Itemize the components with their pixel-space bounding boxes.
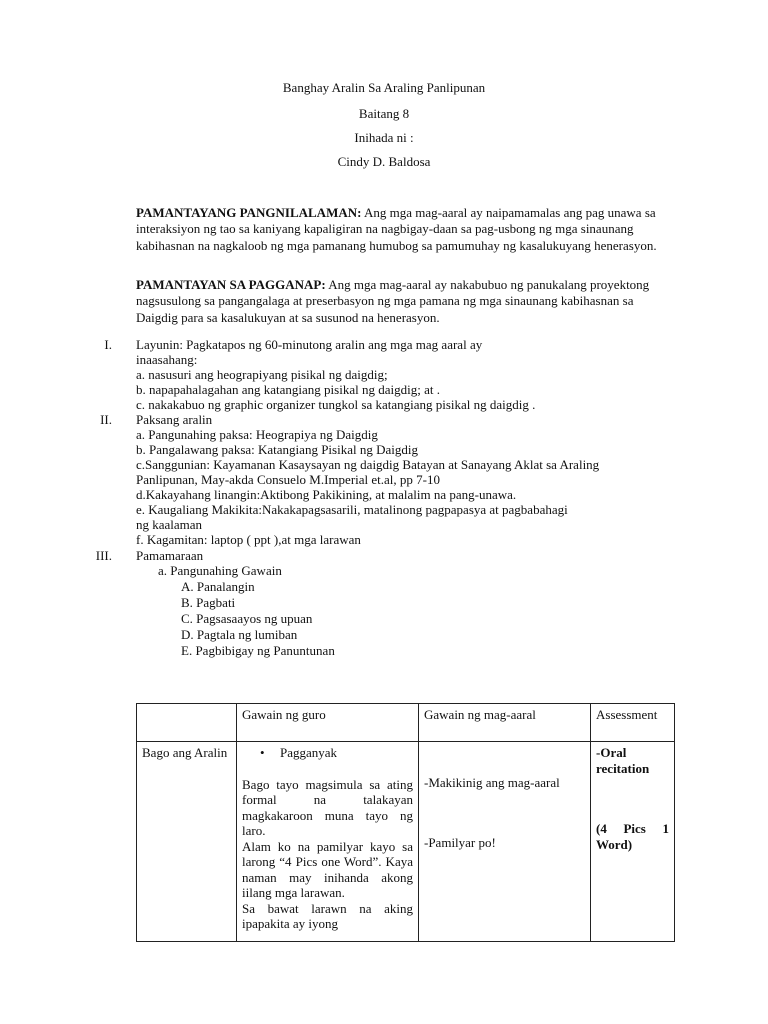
teacher-activity-cell [237, 742, 419, 942]
author-name: Cindy D. Baldosa [337, 154, 431, 169]
assessment-item: (4 Pics 1 Word) [596, 821, 669, 852]
content-standard-label: PAMANTAYANG PANGNILALAMAN: [136, 205, 362, 220]
subject-matter-item: f. Kagamitan: laptop ( ppt ),at mga larawan [136, 532, 361, 547]
subject-matter-item: e. Kaugaliang Makikita:Nakakapagsasarili, matalinong pagpapasya at pagbabahagi [136, 502, 568, 517]
procedure-item: A. Panalangin [181, 579, 255, 594]
subject-matter-item: b. Pangalawang paksa: Katangiang Pisikal ng Daigdig [136, 442, 418, 457]
table-header-cell: Gawain ng mag-aaral [419, 704, 591, 742]
performance-standard-label: PAMANTAYAN SA PAGGANAP: [136, 277, 326, 292]
content-standard [136, 205, 672, 254]
teacher-paragraph: Alam ko na pamilyar kayo sa larong “4 Pics one Word”. Kaya naman may inihanda akong iilang mga larawan. [242, 838, 413, 900]
assessment-item: -Oral recitation [596, 745, 650, 776]
lesson-table [136, 703, 675, 942]
student-activity-cell [419, 742, 591, 942]
objectives-line: Layunin: Pagkatapos ng 60-minutong aralin ang mga mag aaral ay [136, 337, 483, 352]
assessment-cell [591, 742, 675, 942]
procedure-subheading: a. Pangunahing Gawain [158, 563, 282, 578]
teacher-paragraph: Sa bawat larawn na aking ipapakita ay iyong [242, 900, 413, 931]
grade-level: Baitang 8 [358, 106, 410, 121]
objective-item: c. nakakabuo ng graphic organizer tungkol sa katangiang pisikal ng daigdig . [136, 397, 536, 412]
performance-standard-text: Ang mga mag-aaral ay nakabubuo ng panukalang proyektong nagsusulong sa pangangalaga at preserbasyon ng mga pamana ng mga sinaunang kabihasnan sa Daigdig para sa kasalukuyan at sa susunod na henerasyon. [136, 277, 650, 325]
table-header-cell [137, 704, 237, 742]
section-number-3: III. [95, 548, 112, 563]
table-header-cell: Gawain ng guro [237, 704, 419, 742]
teacher-paragraph: Bago tayo magsimula sa ating formal na talakayan magkakaroon muna tayo ng laro. [242, 776, 413, 838]
subject-matter-item: ng kaalaman [136, 517, 203, 532]
motivation-bullet [260, 745, 413, 761]
row-label: Bago ang Aralin [137, 742, 237, 942]
content-standard-text: Ang mga mag-aaral ay naipamamalas ang pag unawa sa interaksiyon ng tao sa kaniyang kapaligiran na nagbigay-daan sa pag-usbong ng mga sinaunang kabihasnan na nagkaloob ng mga pamanang humubog sa pamumuhay ng kasalukuyang henerasyon. [136, 205, 657, 253]
student-response: -Pamilyar po! [424, 834, 496, 850]
motivation-label: Pagganyak [280, 745, 338, 760]
procedure-heading: Pamamaraan [136, 548, 204, 563]
document-title: Banghay Aralin Sa Araling Panlipunan [282, 80, 486, 95]
objective-item: a. nasusuri ang heograpiyang pisikal ng daigdig; [136, 367, 388, 382]
objective-item: b. napapahalagahan ang katangiang pisikal ng daigdig; at . [136, 382, 440, 397]
procedure-item: D. Pagtala ng lumiban [181, 627, 298, 642]
subject-matter-item: c.Sanggunian: Kayamanan Kasaysayan ng daigdig Batayan at Sanayang Aklat sa Araling [136, 457, 600, 472]
procedure-item: B. Pagbati [181, 595, 236, 610]
table-row [137, 742, 675, 942]
performance-standard [136, 277, 672, 326]
bullet-icon: • [260, 745, 265, 760]
section-number-2: II. [100, 412, 112, 427]
objectives-line: inaasahang: [136, 352, 198, 367]
section-number-1: I. [104, 337, 112, 352]
procedure-item: C. Pagsasaayos ng upuan [181, 611, 313, 626]
subject-matter-item: Panlipunan, May-akda Consuelo M.Imperial et.al, pp 7-10 [136, 472, 440, 487]
subject-matter-heading: Paksang aralin [136, 412, 213, 427]
subject-matter-item: a. Pangunahing paksa: Heograpiya ng Daigdig [136, 427, 378, 442]
prepared-by-label: Inihada ni : [354, 130, 414, 145]
table-header-row [137, 704, 675, 742]
table-header-cell: Assessment [591, 704, 675, 742]
subject-matter-item: d.Kakayahang linangin:Aktibong Pakikining, at malalim na pang-unawa. [136, 487, 517, 502]
procedure-item: E. Pagbibigay ng Panuntunan [181, 643, 335, 658]
student-response: -Makikinig ang mag-aaral [424, 775, 560, 790]
